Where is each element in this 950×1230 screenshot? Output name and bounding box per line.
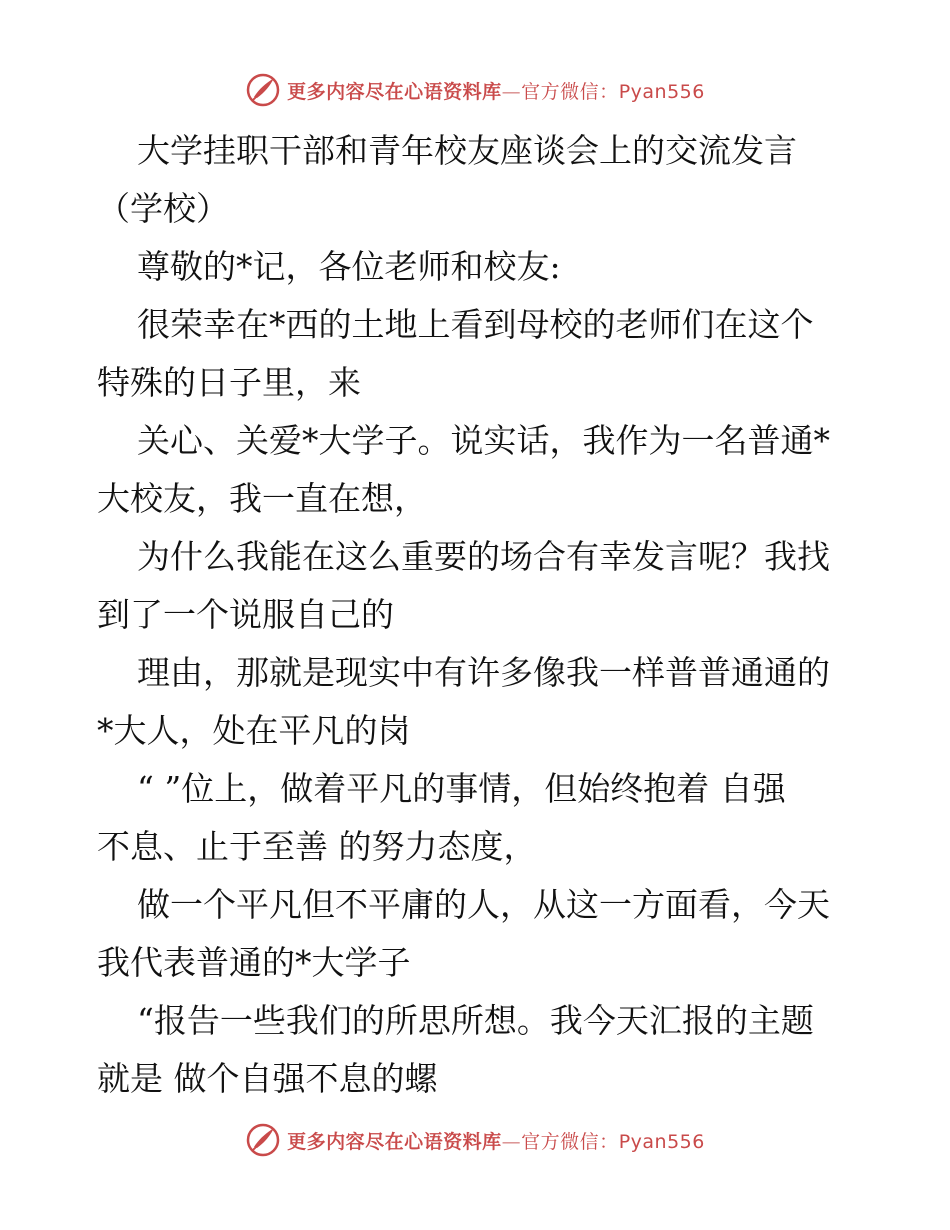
banner-main-text: 更多内容尽在心语资料库 <box>287 1130 502 1153</box>
document-line: 我代表普通的*大学子 <box>97 943 411 982</box>
document-line: 就是 做个自强不息的螺 <box>97 1059 438 1098</box>
document-line: 做一个平凡但不平庸的人，从这一方面看，今天 <box>137 885 830 924</box>
footer-banner <box>0 1120 950 1160</box>
document-line: 关心、关爱*大学子。说实话，我作为一名普通* <box>137 421 830 460</box>
banner-wechat-id: Pyan556 <box>618 1130 705 1153</box>
document-line: （学校） <box>97 189 229 228</box>
document-line: “报告一些我们的所思所想。我今天汇报的主题 <box>137 1001 814 1040</box>
document-line: 尊敬的*记，各位老师和校友: <box>137 247 561 286</box>
banner-wechat-id: Pyan556 <box>618 80 705 103</box>
banner-dash: — <box>501 1130 522 1153</box>
banner-dash: — <box>501 80 522 103</box>
document-line: 大学挂职干部和青年校友座谈会上的交流发言 <box>137 131 797 170</box>
document-body <box>97 122 857 1108</box>
banner-wechat-label: 官方微信： <box>521 1130 619 1153</box>
document-line: 理由，那就是现实中有许多像我一样普普通通的 <box>137 653 830 692</box>
banner-text <box>287 1127 705 1154</box>
document-line: 到了一个说服自己的 <box>97 595 394 634</box>
document-line: 不息、止于至善 的努力态度， <box>97 827 537 866</box>
document-line: 为什么我能在这么重要的场合有幸发言呢？我找 <box>137 537 830 576</box>
banner-text <box>287 77 705 104</box>
document-line: *大人，处在平凡的岗 <box>97 711 411 750</box>
document-line: “ ”位上，做着平凡的事情，但始终抱着 自强 <box>137 769 786 808</box>
quill-pen-logo-icon <box>245 72 281 108</box>
banner-main-text: 更多内容尽在心语资料库 <box>287 80 502 103</box>
quill-pen-logo-icon <box>245 1122 281 1158</box>
banner-wechat-label: 官方微信： <box>521 80 619 103</box>
document-line: 大校友，我一直在想， <box>97 479 427 518</box>
header-banner <box>0 70 950 110</box>
document-line: 特殊的日子里，来 <box>97 363 361 402</box>
document-line: 很荣幸在*西的土地上看到母校的老师们在这个 <box>137 305 814 344</box>
